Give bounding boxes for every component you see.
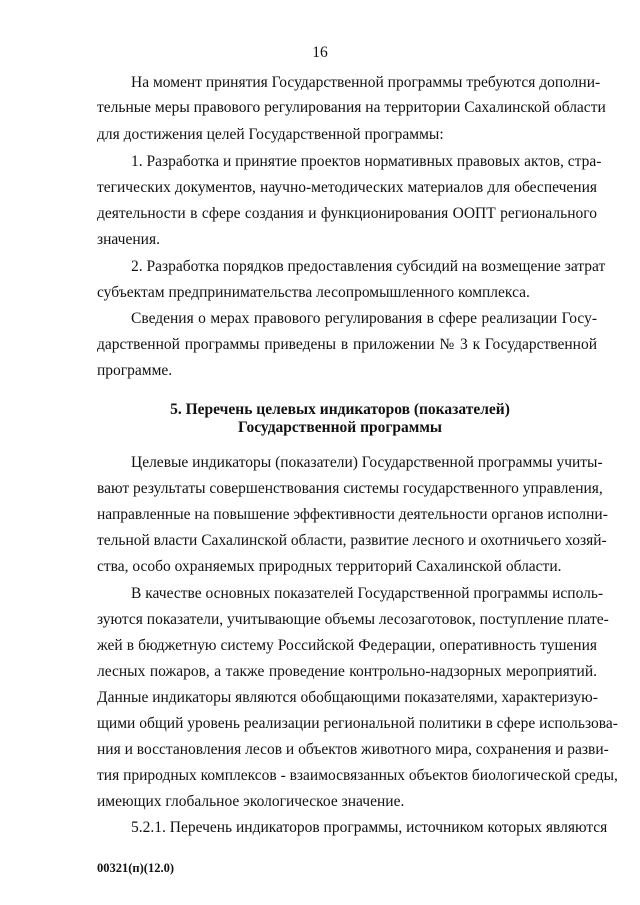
para4-line-9: имеющих глобальное экологическое значение. [97, 793, 405, 810]
para2-line-3: программе. [97, 362, 173, 379]
item2-line-2: субъектам предпринимательства лесопромышленного комплекса. [97, 284, 530, 301]
para1-line-1: На момент принятия Государственной программы требуются дополни- [131, 74, 601, 91]
para1-line-2: тельные меры правового регулирования на территории Сахалинской области [97, 99, 606, 116]
para4-line-4: лесных пожаров, а также проведение контрольно-надзорных мероприятий. [97, 663, 597, 680]
document-code: 00321(п)(12.0) [97, 861, 174, 875]
para3-line-2: вают результаты совершенствования системы государственного управления, [97, 480, 603, 497]
item1-line-2: тегических документов, научно-методических материалов для обеспечения [97, 179, 597, 196]
para3-line-1: Целевые индикаторы (показатели) Государственной программы учиты- [131, 454, 603, 471]
para2-line-1: Сведения о мерах правового регулирования в сфере реализации Госу- [131, 310, 597, 327]
item1-line-1: 1. Разработка и принятие проектов нормативных правовых актов, стра- [131, 153, 602, 170]
para4-line-5: Данные индикаторы являются обобщающими показателями, характеризую- [97, 689, 598, 706]
para2-line-2: дарственной программы приведены в приложении № 3 к Государственной [97, 336, 597, 353]
para3-line-3: направленные на повышение эффективности деятельности органов исполни- [97, 506, 608, 523]
para4-line-6: щими общий уровень реализации региональной политики в сфере использова- [97, 715, 618, 732]
section-heading-line-2: Государственной программы [238, 419, 442, 436]
para1-line-3: для достижения целей Государственной программы: [97, 126, 444, 143]
item1-line-3: деятельности в сфере создания и функционирования ООПТ регионального [97, 205, 597, 222]
para4-line-7: ния и восстановления лесов и объектов животного мира, сохранения и разви- [97, 741, 609, 758]
para4-line-1: В качестве основных показателей Государственной программы исполь- [131, 585, 604, 602]
para4-line-2: зуются показатели, учитывающие объемы лесозаготовок, поступление плате- [97, 611, 609, 628]
para5-line-1: 5.2.1. Перечень индикаторов программы, источником которых являются [131, 819, 608, 836]
page-number: 16 [312, 44, 328, 61]
para3-line-4: тельной власти Сахалинской области, развитие лесного и охотничьего хозяй- [97, 532, 607, 549]
para3-line-5: ства, особо охраняемых природных территорий Сахалинской области. [97, 558, 562, 575]
item2-line-1: 2. Разработка порядков предоставления субсидий на возмещение затрат [131, 258, 606, 275]
section-heading-line-1: 5. Перечень целевых индикаторов (показателей) [170, 401, 510, 418]
item1-line-4: значения. [97, 231, 160, 248]
para4-line-3: жей в бюджетную систему Российской Федерации, оперативность тушения [97, 637, 597, 654]
para4-line-8: тия природных комплексов - взаимосвязанных объектов биологической среды, [97, 767, 618, 784]
